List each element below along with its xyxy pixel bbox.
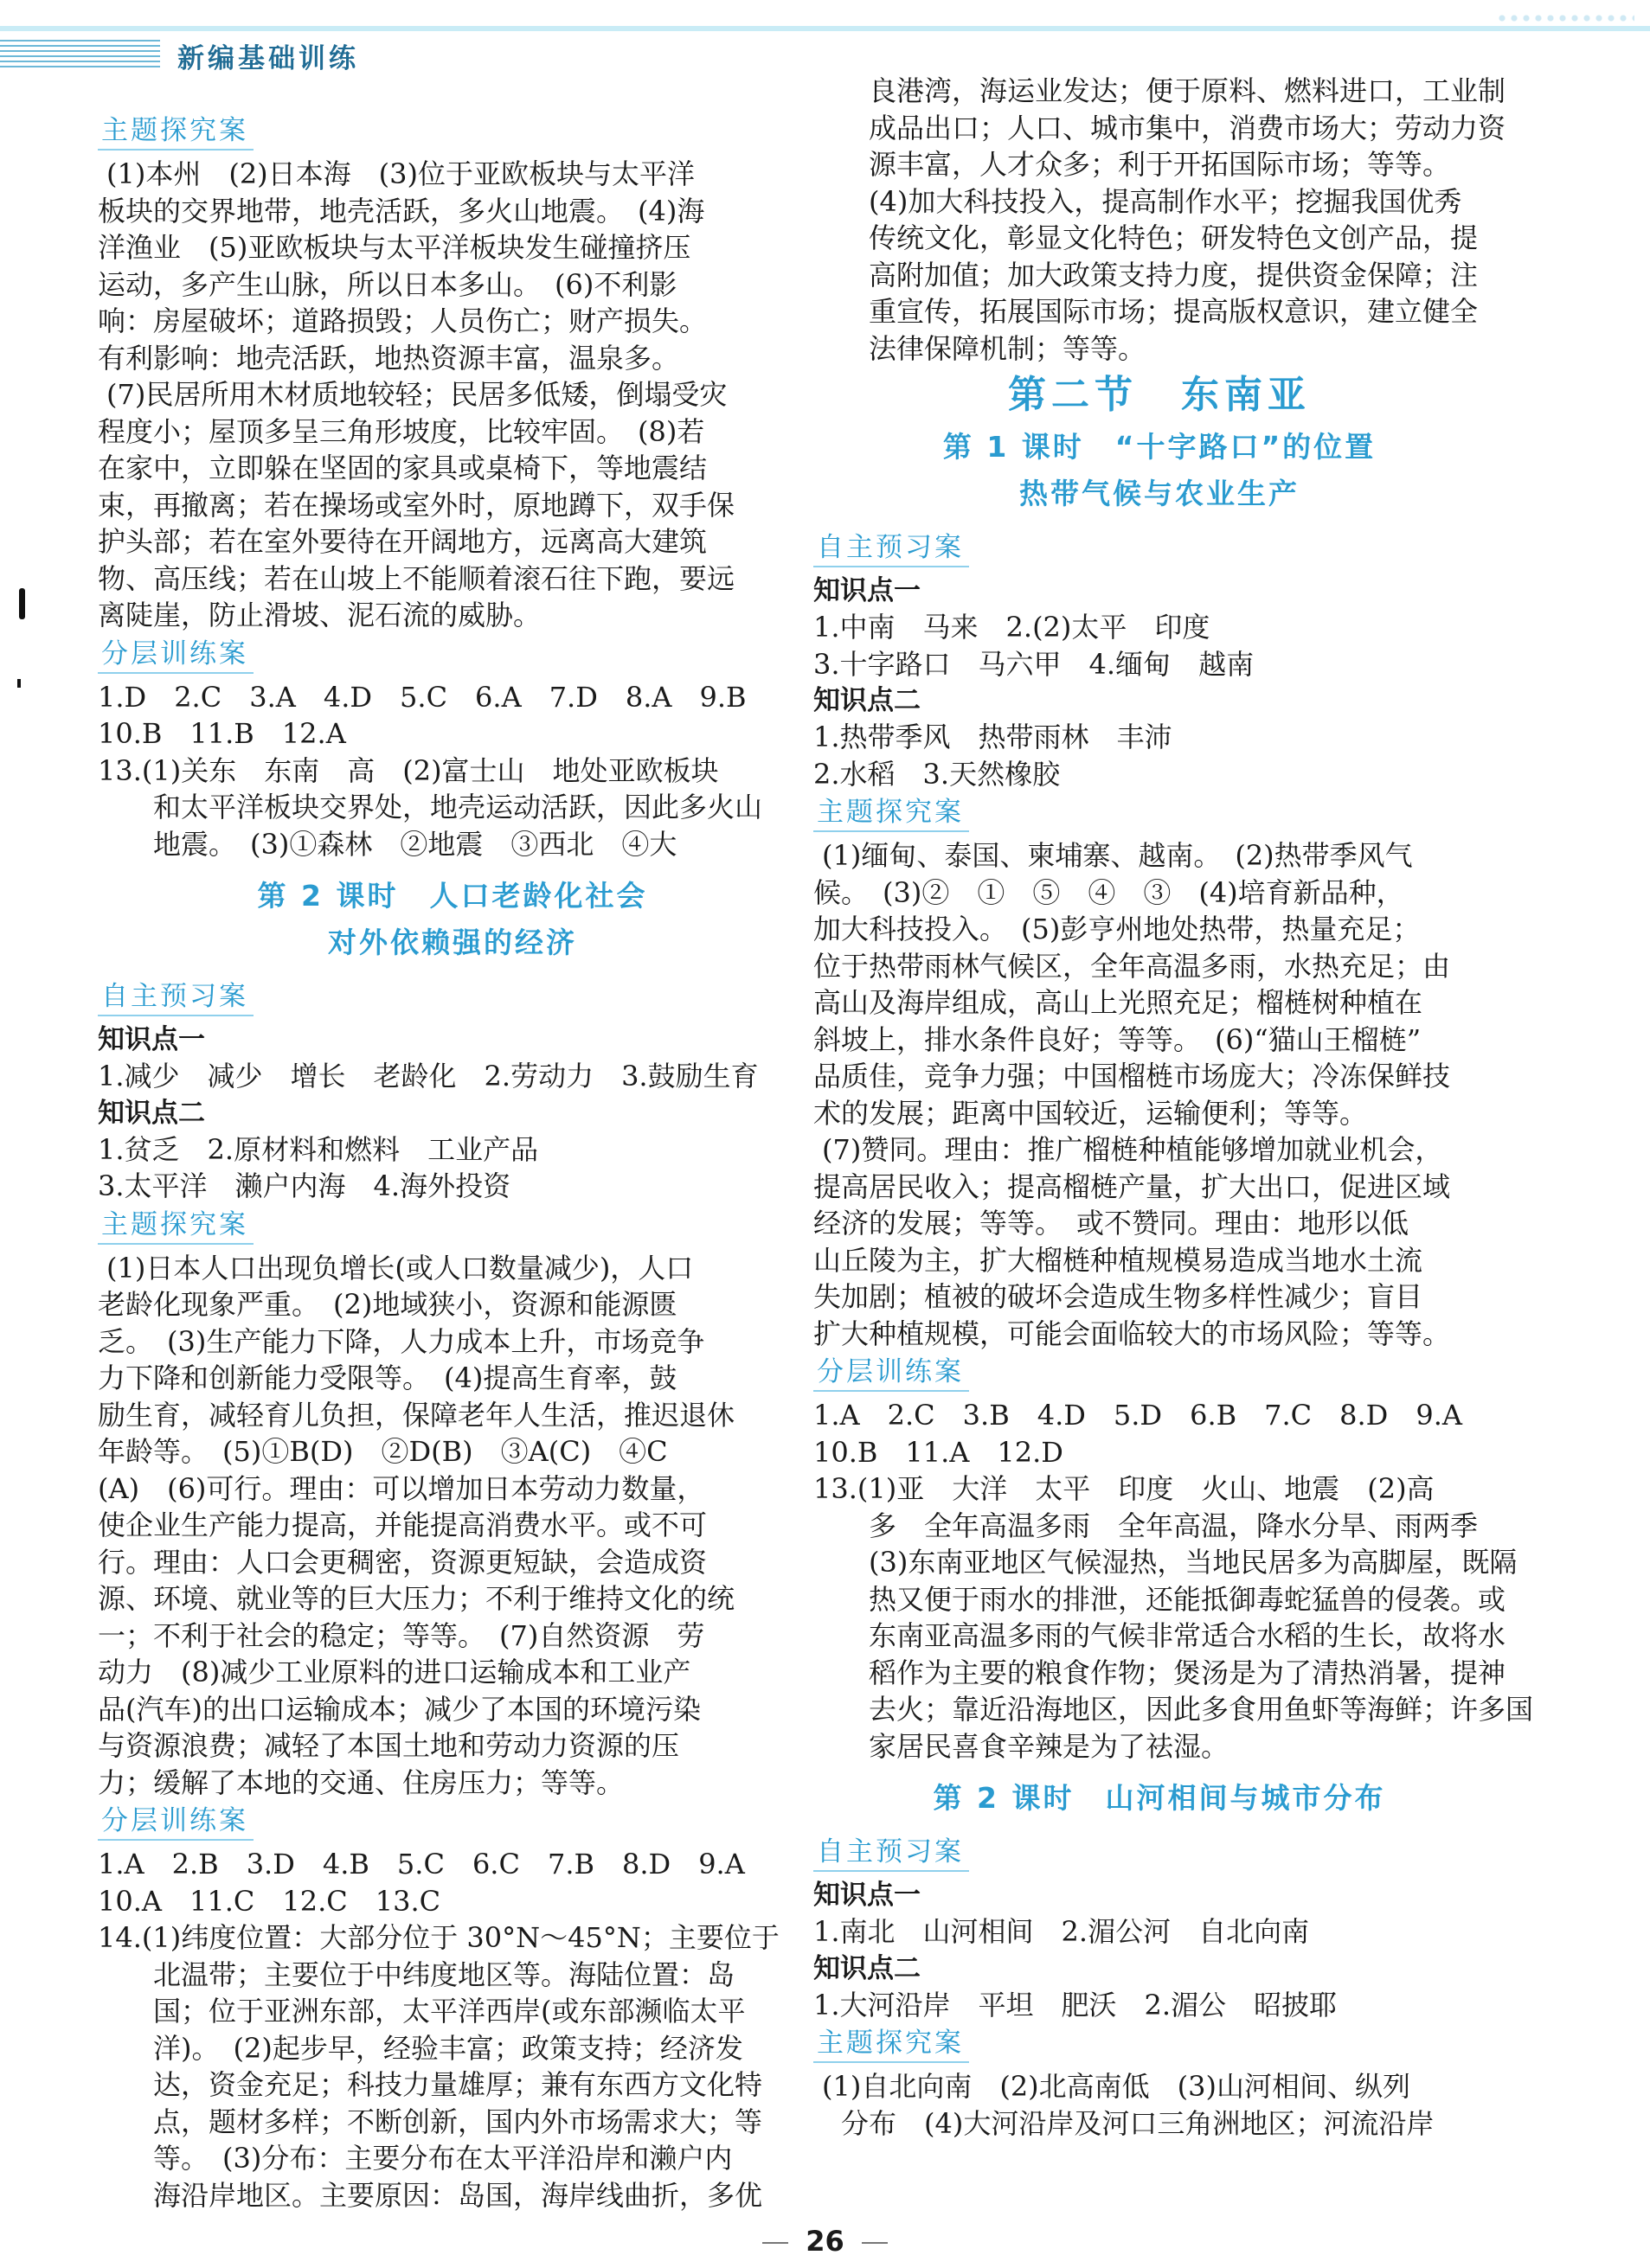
knowledge-point-heading: 知识点一 [98,1024,205,1055]
answer-line: 成品出口；人口、城市集中，消费市场大；劳动力资 [813,111,1506,144]
answer-line: 扩大种植规模，可能会面临较大的市场风险；等等。 [813,1317,1451,1350]
answer-line: 1.大河沿岸 平坦 肥沃 2.湄公 昭披耶 [813,1988,1338,2021]
answer-line: (3)东南亚地区气候湿热，当地民居多为高脚屋，既隔 [813,1546,1518,1579]
lesson-title: 第 1 课时 “十字路口”的位置 [942,430,1377,464]
spacer [813,1822,1506,1832]
answer-line: (7)赞同。理由：推广榴梿种植能够增加就业机会， [822,1133,1443,1166]
answer-line: (1)自北向南 (2)北高南低 (3)山河相间、纵列 [822,2070,1410,2103]
answer-line: 达，资金充足；科技力量雄厚；兼有东西方文化特 [98,2068,763,2101]
answer-line: 品质佳，竞争力强；中国榴梿市场庞大；冷冻保鲜技 [813,1060,1451,1092]
answer-line: (4)加大科技投入，提高制作水平；挖掘我国优秀 [813,184,1462,218]
answer-line: 去火；靠近沿海地区，因此多食用鱼虾等海鲜；许多国 [813,1693,1534,1726]
answer-line: 13.(1)亚 大洋 太平 印度 火山、地震 (2)高 [813,1472,1435,1505]
spacer [98,862,807,873]
answer-line: 1.贫乏 2.原材料和燃料 工业产品 [98,1132,539,1166]
answer-line: 洋)。 (2)起步早，经验丰富；政策支持；经济发 [98,2031,743,2065]
spacer [98,966,807,977]
answer-line: 高附加值；加大政策支持力度，提供资金保障；注 [813,258,1479,292]
section-heading-row [98,977,807,1022]
answer-line: 法律保障机制；等等。 [813,331,1146,365]
answer-line: 动力 (8)减少工业原料的进口运输成本和工业产 [98,1656,691,1688]
answer-line: 老龄化现象严重。 (2)地域狭小，资源和能源匮 [98,1288,677,1321]
answer-line: 3.太平洋 濑户内海 4.海外投资 [98,1169,511,1202]
answer-line: 10.B 11.A 12.D [813,1435,1063,1469]
header-bar [0,26,1650,31]
section-heading: 分层训练案 [813,1354,969,1392]
section-heading-row [98,1801,807,1846]
answer-line: 2.水稻 3.天然橡胶 [813,757,1061,791]
section-heading: 主题探究案 [98,1207,254,1245]
section-heading-row [813,792,1506,837]
answer-line: 10.B 11.B 12.A [98,717,346,750]
answer-line: 1.A 2.B 3.D 4.B 5.C 6.C 7.B 8.D 9.A [98,1848,745,1880]
section-heading-row [98,111,807,156]
answer-line: 热又便于雨水的排泄，还能抵御毒蛇猛兽的侵袭。或 [813,1582,1506,1616]
answer-line: 1.热带季风 热带雨林 丰沛 [813,721,1172,753]
answer-line: 10.A 11.C 12.C 13.C [98,1884,441,1918]
answer-line: 与资源浪费；减轻了本国土地和劳动力资源的压 [98,1729,680,1762]
answer-line: 品(汽车)的出口运输成本；减少了本国的环境污染 [98,1692,701,1726]
answer-line: 物、高压线；若在山坡上不能顺着滚石往下跑，要远 [98,561,735,595]
lesson-title: 第 2 课时 人口老龄化社会 [257,879,648,913]
answer-line: 经济的发展；等等。 或不赞同。理由：地形以低 [813,1207,1409,1240]
section-heading-row [813,1352,1506,1397]
answer-line: (A) (6)可行。理由：可以增加日本劳动力数量， [98,1471,705,1505]
answer-line: 源、环境、就业等的巨大压力；不利于维持文化的统 [98,1582,735,1615]
page-number-text: 26 [806,2225,844,2258]
section-heading: 主题探究案 [813,794,969,832]
answer-line: 力；缓解了本地的交通、住房压力；等等。 [98,1765,625,1799]
answer-line: 励生育，减轻育儿负担，保障老年人生活，推迟退休 [98,1398,735,1432]
section-heading: 主题探究案 [98,112,254,151]
answer-line: 响：房屋破坏；道路损毁；人员伤亡；财产损失。 [98,304,708,337]
section-heading: 自主预习案 [813,529,969,567]
section-heading-row [813,2023,1506,2068]
answer-line: 使企业生产能力提高，并能提高消费水平。或不可 [98,1509,708,1541]
answer-line: (7)民居所用木材质地较轻；民居多低矮，倒塌受灾 [106,378,728,411]
lesson-title: 对外依赖强的经济 [328,926,577,959]
answer-line: 14.(1)纬度位置：大部分位于 30°N～45°N；主要位于 [98,1921,780,1954]
answer-line: 乏。 (3)生产能力下降，人力成本上升，市场竞争 [98,1324,705,1358]
answer-line: (1)本州 (2)日本海 (3)位于亚欧板块与太平洋 [106,157,695,190]
answer-line: 传统文化，彰显文化特色；研发特色文创产品，提 [813,221,1479,254]
answer-line: 加大科技投入。 (5)彭亨州地处热带，热量充足； [813,913,1421,945]
answer-line: 护头部；若在室外要待在开阔地方，远离高大建筑 [98,525,708,558]
answer-line: 程度小；屋顶多呈三角形坡度，比较牢固。 (8)若 [98,414,705,448]
section-heading: 分层训练案 [98,1803,254,1841]
answer-line: 13.(1)关东 东南 高 (2)富士山 地处亚欧板块 [98,753,719,787]
answer-line: 源丰富，人才众多；利于开拓国际市场；等等。 [813,148,1451,181]
section-heading: 主题探究案 [813,2025,969,2063]
section-heading: 分层训练案 [98,636,254,674]
answer-line: 位于热带雨林气候区，全年高温多雨，水热充足；由 [813,949,1451,983]
answer-line: 等。 (3)分布：主要分布在太平洋沿岸和濑户内 [98,2142,733,2175]
right-column [813,73,1534,2142]
answer-line: 离陡崖，防止滑坡、泥石流的威胁。 [98,599,542,631]
answer-line: 一；不利于社会的稳定；等等。 (7)自然资源 劳 [98,1618,705,1652]
answer-line: 运动，多产生山脉，所以日本多山。 (6)不利影 [98,267,677,301]
answer-line: 年龄等。 (5)①B(D) ②D(B) ③A(C) ④C [98,1435,668,1468]
answer-line: 良港湾，海运业发达；便于原料、燃料进口，工业制 [813,74,1506,107]
answer-line: 1.减少 减少 增长 老龄化 2.劳动力 3.鼓励生育 [98,1060,759,1092]
chapter-title: 第二节 东南亚 [1008,373,1311,417]
left-column [98,111,807,2214]
answer-line: 力下降和创新能力受限等。 (4)提高生育率，鼓 [98,1361,677,1394]
section-heading-row [98,1205,807,1250]
scan-mark [17,679,21,688]
answer-line: 1.D 2.C 3.A 4.D 5.C 6.A 7.D 8.A 9.B [98,680,747,714]
lesson-title: 第 2 课时 山河相间与城市分布 [933,1781,1386,1815]
section-heading-row [98,634,807,679]
section-heading: 自主预习案 [813,1834,969,1872]
knowledge-point-heading: 知识点一 [813,575,921,606]
answer-line: (1)缅甸、泰国、柬埔寨、越南。 (2)热带季风气 [822,839,1413,872]
answer-line: 家居民喜食辛辣是为了祛湿。 [813,1729,1229,1763]
answer-line: 有利影响：地壳活跃，地热资源丰富，温泉多。 [98,341,680,375]
answer-line: 在家中，立即躲在坚固的家具或桌椅下，等地震结 [98,452,708,484]
answer-line: 海沿岸地区。主要原因：岛国，海岸线曲折，多优 [98,2178,763,2212]
answer-line: 1.南北 山河相间 2.湄公河 自北向南 [813,1915,1310,1948]
header-dots [1496,12,1634,29]
page-number [0,2225,1650,2258]
knowledge-point-heading: 知识点二 [98,1097,205,1129]
answer-line: 3.十字路口 马六甲 4.缅甸 越南 [813,647,1255,681]
answer-line: 1.中南 马来 2.(2)太平 印度 [813,611,1210,644]
answer-line: 行。理由：人口会更稠密，资源更短缺，会造成资 [98,1545,708,1579]
section-heading-row [813,528,1506,573]
knowledge-point-heading: 知识点二 [813,685,921,716]
book-title: 新编基础训练 [177,43,359,74]
knowledge-point-heading: 知识点一 [813,1880,921,1911]
spacer [813,1765,1506,1775]
knowledge-point-heading: 知识点二 [813,1952,921,1984]
answer-line: 高山及海岸组成，高山上光照充足；榴梿树种植在 [813,986,1423,1019]
spacer [813,517,1506,528]
answer-line: 和太平洋板块交界处，地壳运动活跃，因此多火山 [98,791,763,823]
answer-line: 候。 (3)② ① ⑤ ④ ③ (4)培育新品种， [813,875,1404,909]
section-heading: 自主预习案 [98,978,254,1016]
answer-line: 提高居民收入；提高榴梿产量，扩大出口，促进区域 [813,1169,1451,1203]
answer-line: 地震。 (3)①森林 ②地震 ③西北 ④大 [98,827,677,861]
answer-line: 多 全年高温多雨 全年高温，降水分旱、雨两季 [813,1509,1479,1542]
answer-line: 失加剧；植被的破坏会造成生物多样性减少；盲目 [813,1280,1423,1313]
answer-line: 稻作为主要的粮食作物；煲汤是为了清热消暑，提神 [813,1656,1506,1689]
answer-line: 点，题材多样；不断创新，国内外市场需求大；等 [98,2105,763,2138]
answer-line: 北温带；主要位于中纬度地区等。海陆位置：岛 [98,1957,735,1991]
answer-line: 板块的交界地带，地壳活跃，多火山地震。 (4)海 [98,194,705,227]
page-header [0,0,1650,74]
answer-line: 术的发展；距离中国较近，运输便利；等等。 [813,1096,1368,1130]
answer-line: 山丘陵为主，扩大榴梿种植规模易造成当地水土流 [813,1243,1423,1277]
answer-line: 斜坡上，排水条件良好；等等。 (6)“猫山王榴梿” [813,1022,1422,1056]
answer-line: 重宣传，拓展国际市场；提高版权意识，建立健全 [813,295,1479,328]
answer-line: 国；位于亚洲东部，太平洋西岸(或东部濒临太平 [98,1995,746,2028]
scan-mark [19,588,25,619]
answer-line: 束，再撤离；若在操场或室外时，原地蹲下，双手保 [98,488,735,522]
answer-line: 1.A 2.C 3.B 4.D 5.D 6.B 7.C 8.D 9.A [813,1399,1462,1432]
header-stripes [0,36,160,67]
answer-line: 洋渔业 (5)亚欧板块与太平洋板块发生碰撞挤压 [98,231,691,264]
answer-line: 分布 (4)大河沿岸及河口三角洲地区；河流沿岸 [813,2106,1435,2140]
answer-line: 东南亚高温多雨的气候非常适合水稻的生长，故将水 [813,1619,1506,1652]
lesson-title: 热带气候与农业生产 [1019,477,1300,510]
answer-line: (1)日本人口出现负增长(或人口数量减少)，人口 [106,1251,694,1285]
section-heading-row [813,1832,1506,1877]
